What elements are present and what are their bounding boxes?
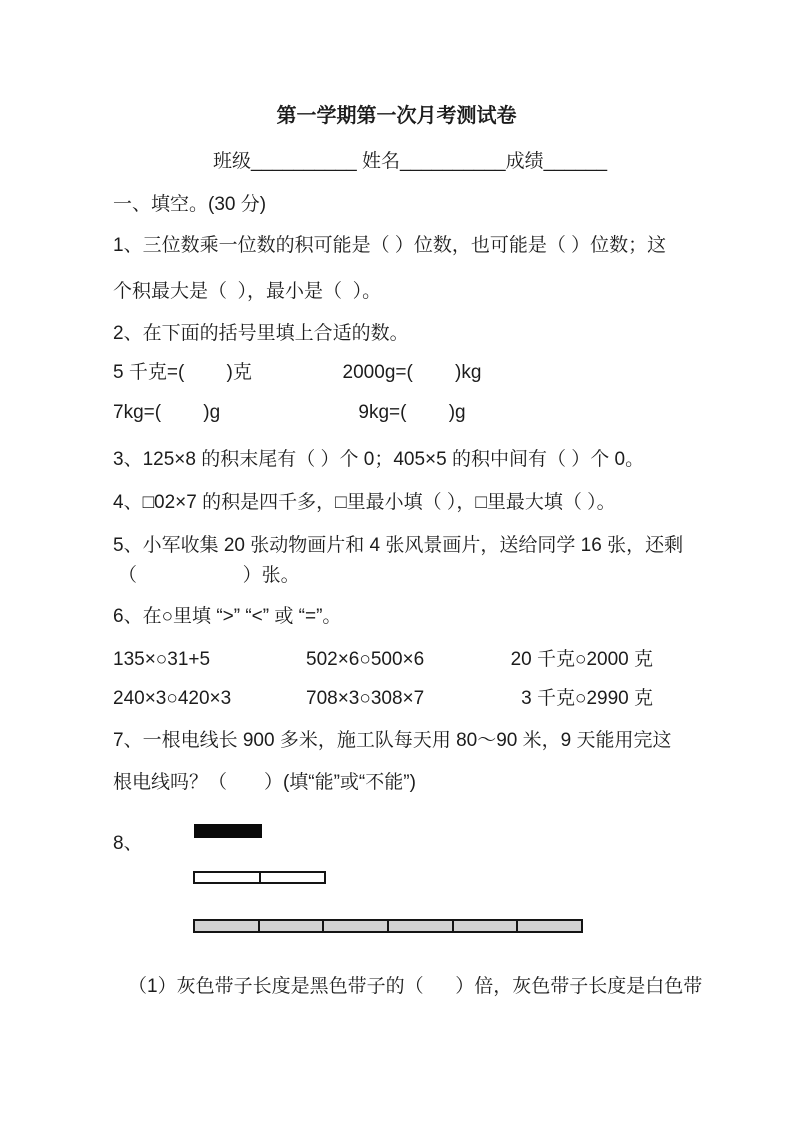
q2-r1-right: 2000g=( )kg <box>342 362 482 383</box>
question-6-row-2 <box>113 687 653 711</box>
q2-r2-left: 7kg=( )g <box>113 402 221 423</box>
black-strip <box>194 824 262 838</box>
question-6-row-1 <box>113 648 653 672</box>
question-1-line-1: 1、三位数乘一位数的积可能是（ ）位数，也可能是（ ）位数；这 <box>113 235 667 256</box>
question-1-line-2: 个积最大是（ ），最小是（ ）。 <box>113 281 382 302</box>
q6-r1-expr-3: 20 千克○2000 克 <box>510 649 653 670</box>
gray-strip <box>193 919 583 933</box>
question-2-row-2 <box>113 401 532 425</box>
q6-r1-expr-2: 502×6○500×6 <box>306 649 425 670</box>
section-1-heading: 一、填空。(30 分) <box>113 194 267 215</box>
q2-r2-right: 9kg=( )g <box>358 402 466 423</box>
q6-r2-expr-3: 3 千克○2990 克 <box>521 688 653 709</box>
q6-r2-expr-1: 240×3○420×3 <box>113 688 232 709</box>
page-title: 第一学期第一次月考测试卷 <box>276 105 517 127</box>
question-4-line: 4、□02×7 的积是四千多，□里最小填（ ），□里最大填（ ）。 <box>113 492 616 513</box>
question-5-line-1: 5、小军收集 20 张动物画片和 4 张风景画片，送给同学 16 张，还剩 <box>113 535 684 556</box>
question-2-row-1 <box>113 361 532 385</box>
q2-r1-left: 5 千克=( )克 <box>113 362 252 383</box>
white-strip <box>193 871 326 884</box>
question-3-line: 3、125×8 的积末尾有（ ）个 0；405×5 的积中间有（ ）个 0。 <box>113 449 645 470</box>
question-2-line: 2、在下面的括号里填上合适的数。 <box>113 323 409 344</box>
question-5-line-2: （ ）张。 <box>118 565 300 586</box>
student-info-line: 班级__________ 姓名__________成绩______ <box>213 151 608 172</box>
q6-r2-expr-2: 708×3○308×7 <box>306 688 425 709</box>
q6-r1-expr-1: 135×○31+5 <box>113 649 211 670</box>
question-8-label: 8、 <box>113 833 143 854</box>
question-7-line-2: 根电线吗？（ ）(填“能”或“不能”) <box>113 772 416 793</box>
question-8-sub-1: （1）灰色带子长度是黑色带子的（ ）倍，灰色带子长度是白色带 <box>128 976 703 997</box>
question-7-line-1: 7、一根电线长 900 多米，施工队每天用 80～90 米，9 天能用完这 <box>113 730 672 751</box>
question-6-line: 6、在○里填 “>” “<” 或 “=”。 <box>113 606 342 627</box>
